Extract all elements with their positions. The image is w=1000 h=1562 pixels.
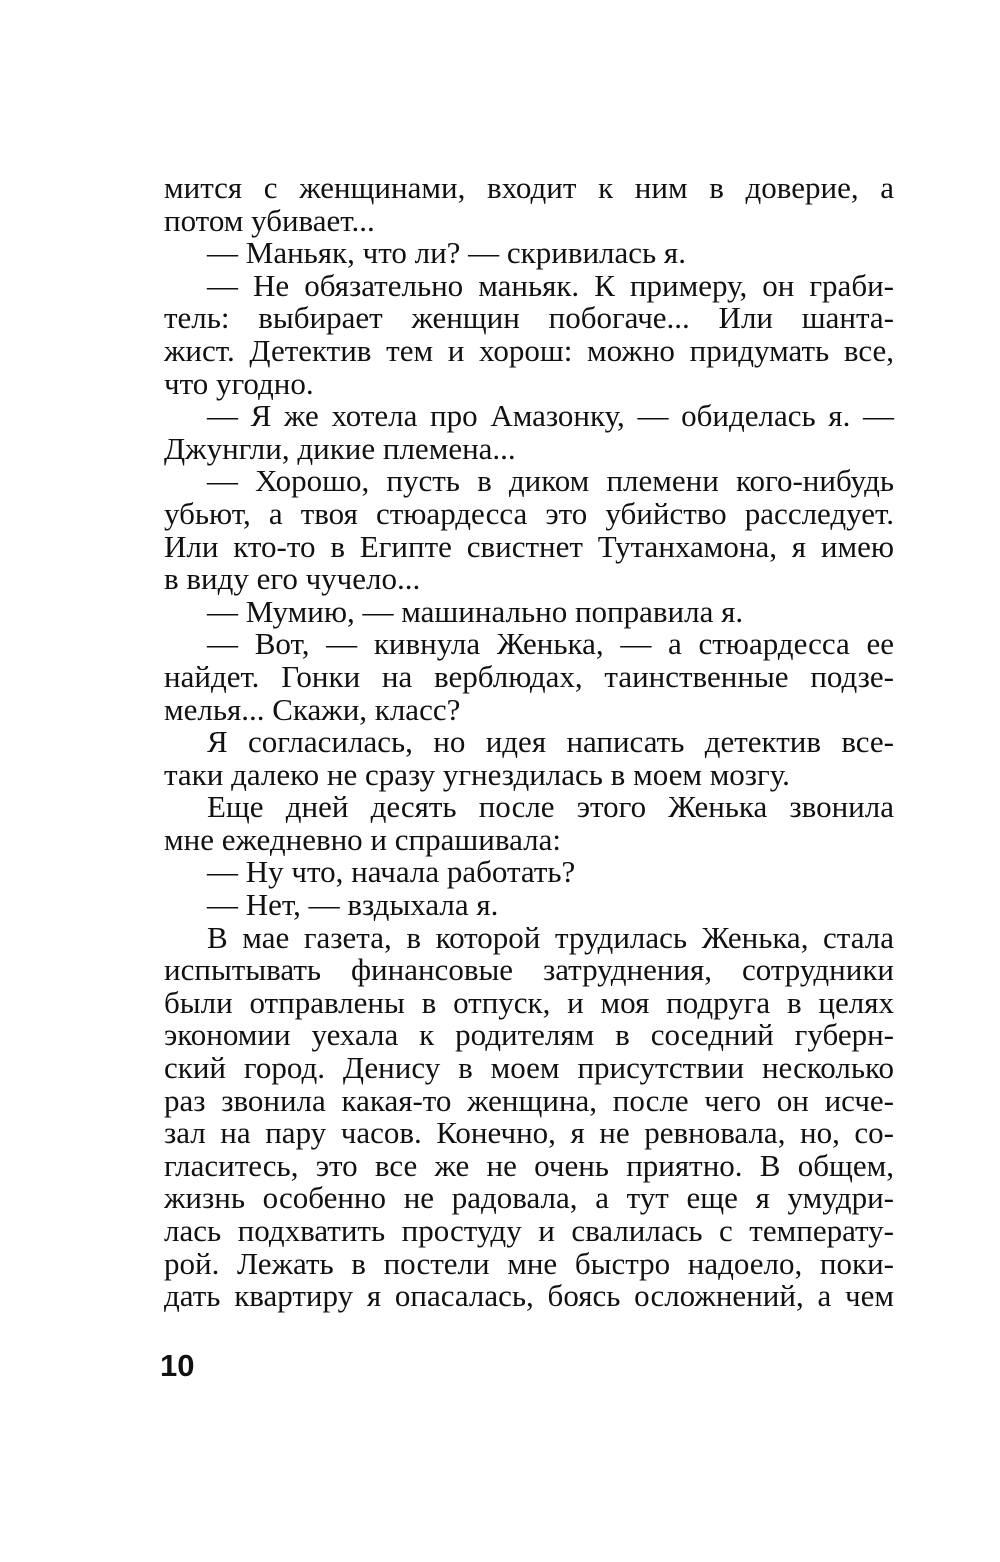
text-line: лась подхватить простуду и свалилась с температу- bbox=[164, 1213, 894, 1248]
text-line: Джунгли, дикие племена... bbox=[164, 430, 516, 466]
text-line: — Ну что, начала работать? bbox=[207, 854, 576, 890]
text-line: тель: выбирает женщин побогаче... Или шанта- bbox=[164, 300, 894, 336]
text-line: — Я же хотела про Амазонку, — обиделась я. — bbox=[207, 398, 894, 434]
text-line: жизнь особенно не радовала, а тут еще я умудри- bbox=[164, 1180, 894, 1216]
text-line: экономии уехала к родителям в соседний губерн- bbox=[164, 1017, 894, 1053]
text-line: мится с женщинами, входит к ним в доверие, а bbox=[164, 170, 894, 205]
text-line: — Не обязательно маньяк. К примеру, он граби- bbox=[207, 267, 894, 303]
text-line: — Нет, — вздыхала я. bbox=[207, 887, 499, 923]
text-line: испытывать финансовые затруднения, сотрудники bbox=[164, 952, 894, 988]
text-line: В мае газета, в которой трудилась Женька, стала bbox=[207, 919, 894, 955]
text-line: раз звонила какая-то женщина, после чего он исче- bbox=[164, 1082, 894, 1118]
text-line: Я согласилась, но идея написать детектив все- bbox=[207, 724, 894, 760]
text-line: в виду его чучело... bbox=[164, 561, 421, 597]
text-line: — Вот, — кивнула Женька, — а стюардесса ее bbox=[207, 626, 894, 662]
text-line: мелья... Скажи, класс? bbox=[164, 691, 461, 727]
text-line: убьют, а твоя стюардесса это убийство расследует. bbox=[164, 495, 894, 531]
text-line: зал на пару часов. Конечно, я не ревновала, но, со- bbox=[164, 1115, 894, 1151]
text-line: найдет. Гонки на верблюдах, таинственные подзе- bbox=[164, 658, 894, 694]
page-number: 10 bbox=[160, 1348, 195, 1383]
text-line: — Хорошо, пусть в диком племени кого-нибудь bbox=[207, 463, 894, 499]
body-text bbox=[164, 172, 894, 1313]
text-line: рой. Лежать в постели мне быстро надоело, поки- bbox=[164, 1245, 894, 1281]
text-line: Еще дней десять после этого Женька звонила bbox=[207, 789, 894, 825]
text-line: ский город. Денису в моем присутствии несколько bbox=[164, 1050, 894, 1086]
text-line: что угодно. bbox=[164, 365, 314, 401]
text-line: жист. Детектив тем и хорош: можно придумать все, bbox=[164, 332, 894, 368]
text-line: Или кто-то в Египте свистнет Тутанхамона, я имею bbox=[164, 528, 894, 564]
text-line: дать квартиру я опасалась, боясь осложнений, а чем bbox=[164, 1278, 894, 1314]
text-line: гласитесь, это все же не очень приятно. В общем, bbox=[164, 1147, 894, 1183]
text-line: — Мумию, — машинально поправила я. bbox=[207, 593, 744, 629]
text-line: были отправлены в отпуск, и моя подруга в целях bbox=[164, 984, 894, 1020]
text-line: потом убивает... bbox=[164, 202, 375, 238]
text-line: таки далеко не сразу угнездилась в моем мозгу. bbox=[164, 756, 790, 792]
text-line: мне ежедневно и спрашивала: bbox=[164, 821, 561, 857]
text-line: — Маньяк, что ли? — скривилась я. bbox=[207, 235, 686, 271]
